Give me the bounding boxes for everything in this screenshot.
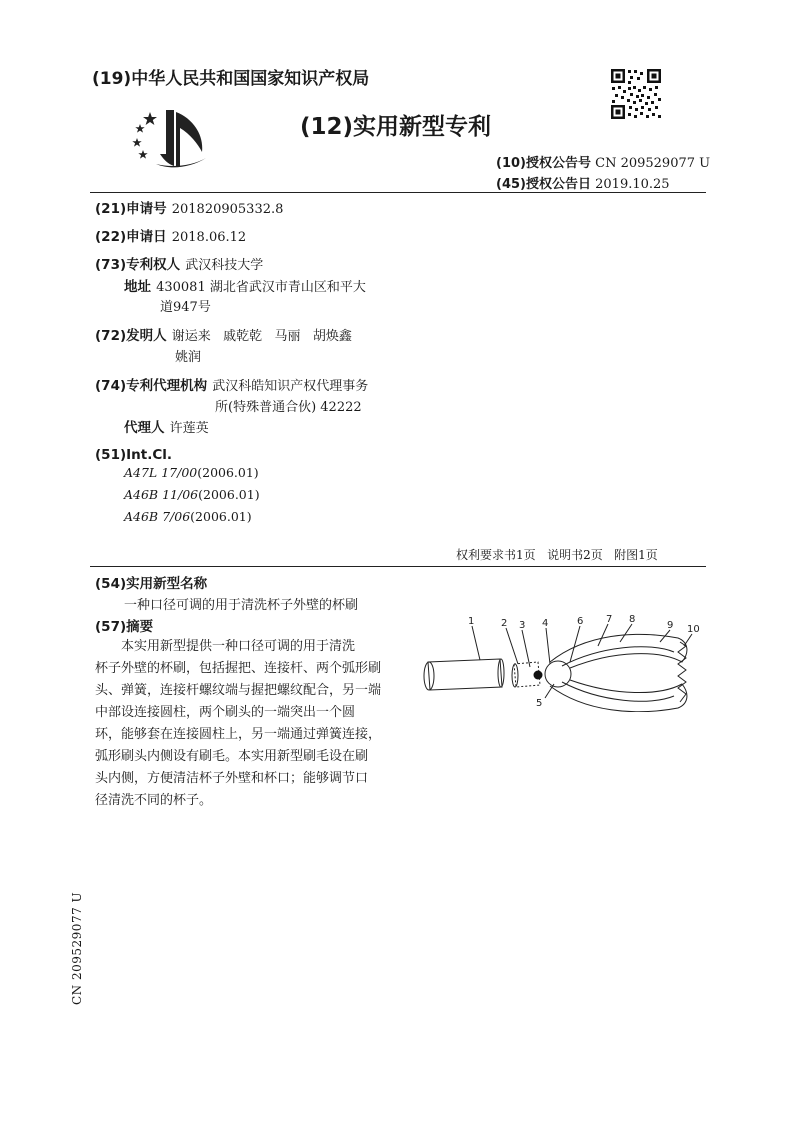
qr-code-icon <box>610 68 662 120</box>
abstract-line: 环，能够套在连接圆柱上，另一端通过弹簧连接， <box>95 727 382 742</box>
application-number: 201820905332.8 <box>171 202 284 217</box>
patentee: 武汉科技大学 <box>185 258 264 273</box>
address-line-2: 道947号 <box>160 300 211 315</box>
publication-date-row <box>496 173 670 192</box>
utility-model-title-label: (54)实用新型名称 <box>95 576 208 592</box>
int-cl-label-text: (51)Int.Cl. <box>95 447 173 463</box>
side-publication-number: CN 209529077 U <box>70 891 84 1005</box>
ipc-version: (2006.01) <box>190 509 252 524</box>
agency-label: (74)专利代理机构 <box>95 378 208 394</box>
int-cl-label <box>95 444 172 463</box>
ipc-version: (2006.01) <box>198 487 260 502</box>
inventors-label: (72)发明人 <box>95 328 167 344</box>
agent-label: 代理人 <box>124 420 165 436</box>
abstract-line: 弧形刷头内侧设有刷毛。本实用新型刷毛设在刷 <box>95 749 369 764</box>
inventors-row <box>95 324 352 344</box>
application-number-row <box>95 197 283 217</box>
ipc-code: A47L 17/00 <box>124 465 198 480</box>
figure-label: 1 <box>468 616 475 627</box>
cup-brush-figure <box>410 612 710 712</box>
agency-line-1: 武汉科皓知识产权代理事务 <box>212 379 369 394</box>
section-divider <box>90 566 706 567</box>
address-row <box>124 275 366 295</box>
inventors-line-1: 谢运来 戚乾乾 马丽 胡焕鑫 <box>171 329 352 344</box>
cnipa-logo-icon <box>130 108 210 170</box>
ipc-entry <box>124 509 252 524</box>
figure-label: 2 <box>501 618 508 629</box>
abstract-line: 杯子外壁的杯刷，包括握把、连接杆、两个弧形刷 <box>95 661 382 676</box>
abstract-line: 本实用新型提供一种口径可调的用于清洗 <box>121 639 356 654</box>
header-divider <box>90 192 706 193</box>
application-date: 2018.06.12 <box>171 230 247 245</box>
abstract-text <box>95 636 415 812</box>
application-number-label: (21)申请号 <box>95 201 167 217</box>
application-date-row <box>95 225 246 245</box>
abstract-line: 中部设连接圆柱，两个刷头的一端突出一个圆 <box>95 705 356 720</box>
figure-label: 9 <box>667 620 674 631</box>
publication-date: 2019.10.25 <box>595 177 670 192</box>
patentee-row <box>95 253 263 273</box>
agency-row <box>95 374 368 394</box>
figure-label: 10 <box>687 624 700 635</box>
utility-model-title: 一种口径可调的用于清洗杯子外壁的杯刷 <box>124 598 359 613</box>
address-line-1: 430081 湖北省武汉市青山区和平大 <box>156 280 366 295</box>
figure-label: 8 <box>629 614 636 625</box>
ipc-entry <box>124 465 259 480</box>
abstract-label: (57)摘要 <box>95 619 154 635</box>
figure-label: 7 <box>606 614 613 625</box>
figure-label: 4 <box>542 618 549 629</box>
publication-number-label: (10)授权公告号 <box>496 156 591 171</box>
abstract-line: 头、弹簧，连接杆螺纹端与握把螺纹配合，另一端 <box>95 683 382 698</box>
publication-number: CN 209529077 U <box>595 156 711 171</box>
ipc-code: A46B 11/06 <box>124 487 199 502</box>
ipc-entry <box>124 487 260 502</box>
figure-label: 3 <box>519 620 526 631</box>
agent-row <box>124 416 209 436</box>
agency-line-2: 所(特殊普通合伙) 42222 <box>215 400 362 415</box>
agent: 许莲英 <box>169 421 209 436</box>
patentee-label: (73)专利权人 <box>95 257 181 273</box>
publication-date-label: (45)授权公告日 <box>496 177 591 192</box>
ipc-code: A46B 7/06 <box>124 509 191 524</box>
publication-number-row <box>496 152 710 171</box>
address-label: 地址 <box>124 279 151 295</box>
ipc-version: (2006.01) <box>197 465 259 480</box>
pages-info: 权利要求书1页 说明书2页 附图1页 <box>456 548 658 562</box>
document-type: (12)实用新型专利 <box>300 114 492 140</box>
abstract-line: 头内侧，方便清洁杯子外壁和杯口；能够调节口 <box>95 771 369 786</box>
application-date-label: (22)申请日 <box>95 229 167 245</box>
inventors-line-2: 姚润 <box>175 350 202 365</box>
abstract-line: 径清洗不同的杯子。 <box>95 793 213 808</box>
office-name: (19)中华人民共和国国家知识产权局 <box>92 69 370 89</box>
figure-label: 6 <box>577 616 584 627</box>
figure-label: 5 <box>536 698 543 709</box>
